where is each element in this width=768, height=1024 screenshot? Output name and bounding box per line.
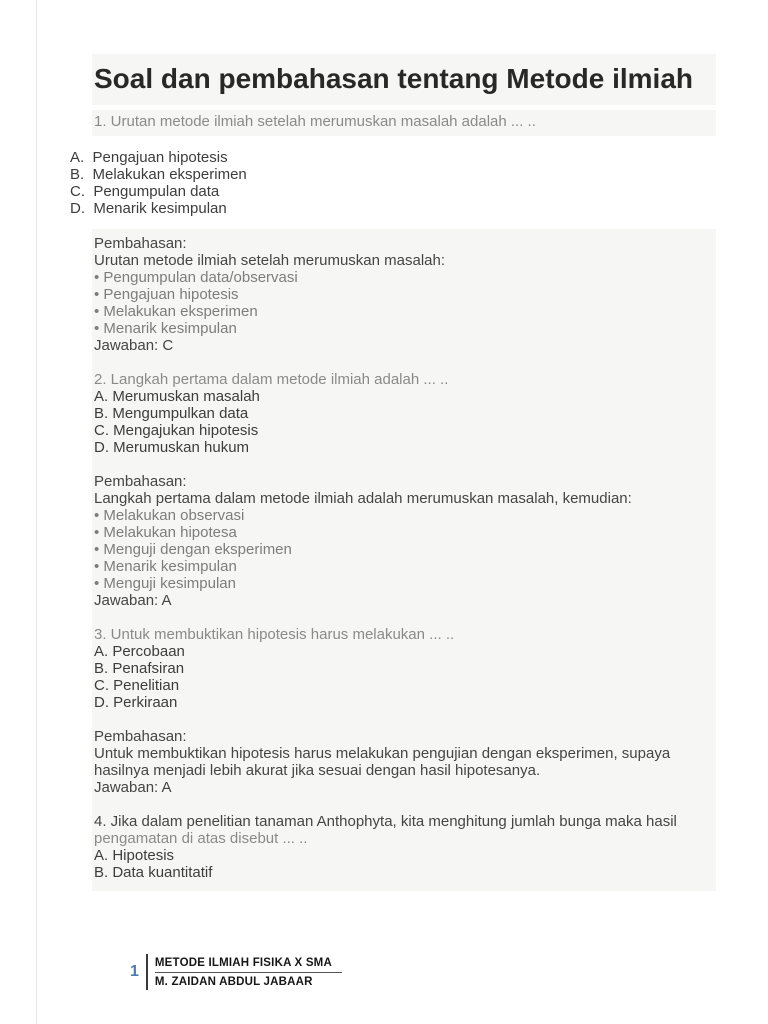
line-spacer [94,456,714,473]
bullet-item: • Melakukan hipotesa [94,524,237,541]
footer-text [155,954,342,990]
answer-option: C. Pengumpulan data [70,183,220,200]
question-text: pengamatan di atas disebut ... .. [94,830,308,847]
footer-course-title: METODE ILMIAH FISIKA X SMA [155,954,342,973]
main-content-section [92,229,716,891]
answer-option: A. Pengajuan hipotesis [70,149,228,166]
bullet-item: • Pengumpulan data/observasi [94,269,298,286]
question-1-section [92,110,716,136]
page-footer [130,954,342,990]
question-text: 2. Langkah pertama dalam metode ilmiah adalah ... .. [94,371,449,388]
answer-line: Jawaban: A [94,779,172,796]
discussion-heading: Pembahasan: [94,235,187,252]
answer-option: A. Merumuskan masalah [94,388,260,405]
document-title: Soal dan pembahasan tentang Metode ilmiah [94,63,693,94]
discussion-text: hasilnya menjadi lebih akurat jika sesuai dengan hasil hipotesanya. [94,762,541,779]
question-1-options-section [70,149,694,217]
answer-line: Jawaban: A [94,592,172,609]
discussion-text: Untuk membuktikan hipotesis harus melakukan pengujian dengan eksperimen, supaya [94,745,671,762]
document-content [70,54,716,891]
answer-option: D. Perkiraan [94,694,178,711]
discussion-heading: Pembahasan: [94,728,187,745]
line-spacer [94,354,714,371]
answer-option: B. Melakukan eksperimen [70,166,247,183]
page-edge-line [36,0,37,1024]
answer-option: B. Data kuantitatif [94,864,213,881]
line-spacer [94,796,714,813]
discussion-heading: Pembahasan: [94,473,187,490]
title-section [92,54,716,105]
bullet-item: • Menguji kesimpulan [94,575,236,592]
answer-option: C. Mengajukan hipotesis [94,422,259,439]
answer-option: A. Percobaan [94,643,185,660]
footer-divider-line [146,954,148,990]
answer-option: B. Penafsiran [94,660,185,677]
answer-option: A. Hipotesis [94,847,175,864]
bullet-item: • Melakukan eksperimen [94,303,258,320]
bullet-item: • Pengajuan hipotesis [94,286,239,303]
answer-option: D. Menarik kesimpulan [70,200,227,217]
question-text: 1. Urutan metode ilmiah setelah merumuskan masalah adalah ... .. [94,113,536,130]
question-text: 3. Untuk membuktikan hipotesis harus melakukan ... .. [94,626,455,643]
bullet-item: • Menarik kesimpulan [94,558,237,575]
bullet-item: • Menguji dengan eksperimen [94,541,292,558]
answer-option: D. Merumuskan hukum [94,439,250,456]
answer-option: B. Mengumpulkan data [94,405,249,422]
discussion-text: Urutan metode ilmiah setelah merumuskan masalah: [94,252,445,269]
page-number: 1 [130,963,139,980]
bullet-item: • Melakukan observasi [94,507,245,524]
answer-line: Jawaban: C [94,337,174,354]
line-spacer [94,711,714,728]
answer-option: C. Penelitian [94,677,180,694]
discussion-text: Langkah pertama dalam metode ilmiah adalah merumuskan masalah, kemudian: [94,490,632,507]
discussion-text: 4. Jika dalam penelitian tanaman Anthophyta, kita menghitung jumlah bunga maka hasil [94,813,677,830]
line-spacer [94,609,714,626]
footer-author-name: M. ZAIDAN ABDUL JABAAR [154,976,313,988]
bullet-item: • Menarik kesimpulan [94,320,237,337]
